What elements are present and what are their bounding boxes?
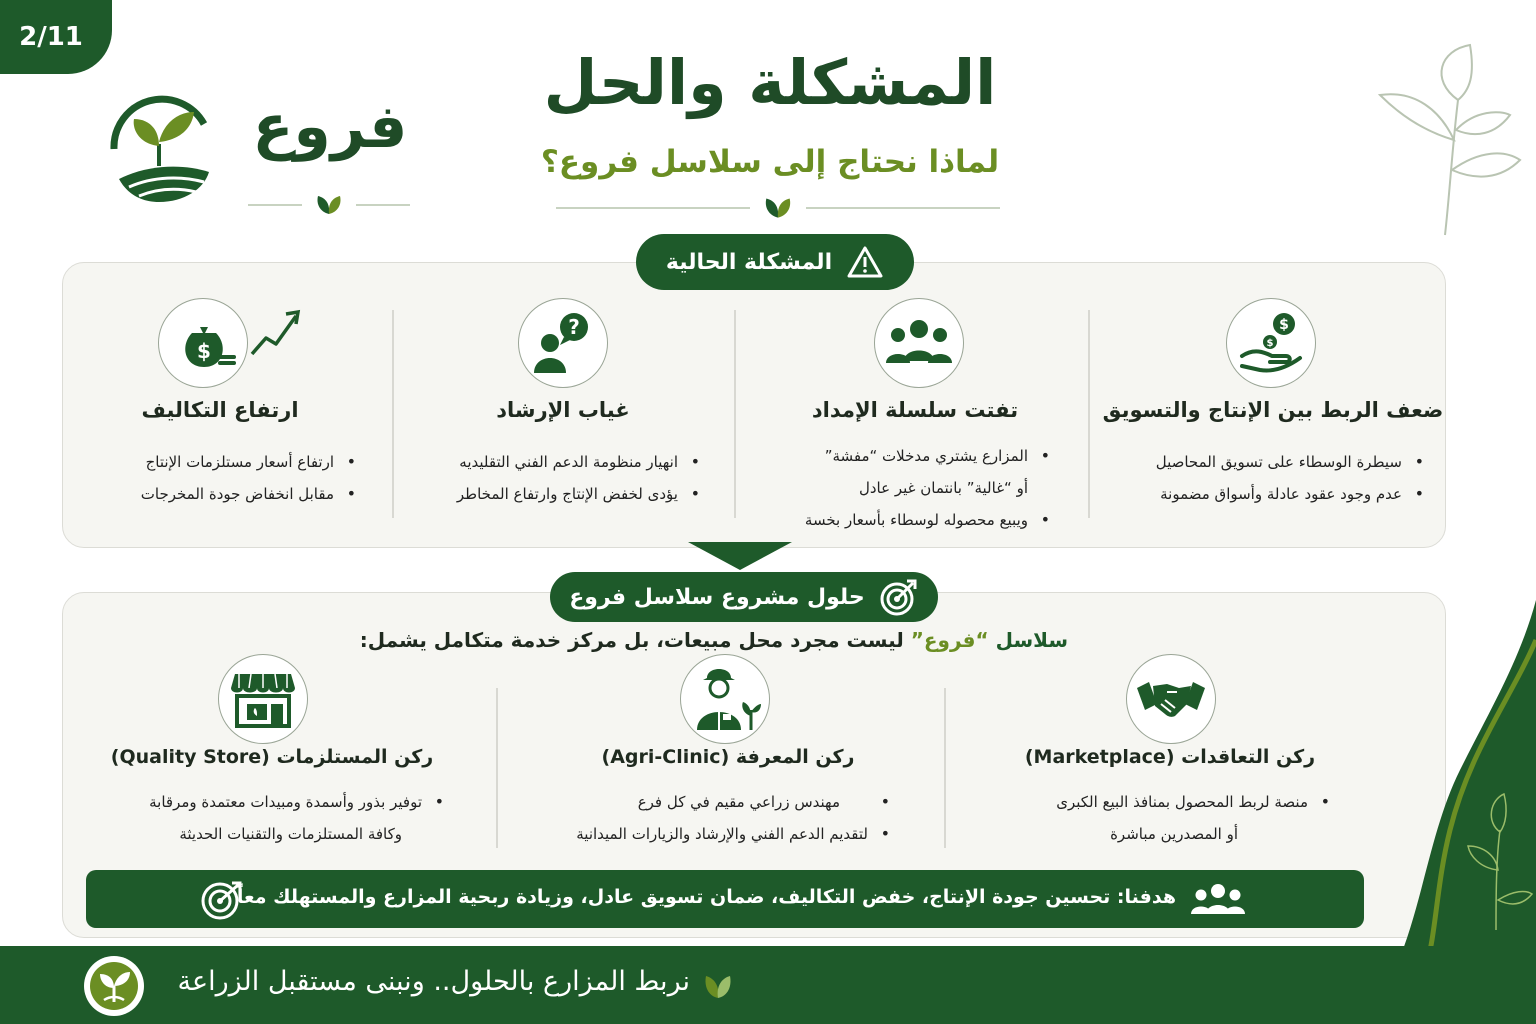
- down-arrow-icon: [688, 542, 792, 572]
- rising-arrow-icon: [250, 308, 302, 358]
- solution-card-title: ركن التعاقدات (Marketplace): [1024, 746, 1316, 768]
- solution-label-pill: [550, 572, 938, 622]
- decorative-leaves-icon: [1360, 40, 1530, 240]
- solution-card-title: ركن المستلزمات (Quality Store): [110, 746, 434, 768]
- divider: [496, 688, 498, 848]
- people-group-icon: [874, 298, 964, 388]
- divider: [392, 310, 394, 518]
- page-number: 2/11: [19, 22, 83, 52]
- problem-card-bullets: [1100, 446, 1424, 510]
- problem-label-pill: [636, 234, 914, 290]
- logo-field-sprout-icon: [94, 84, 224, 214]
- bullet: وكافة المستلزمات والتقنيات الحديثة: [179, 825, 402, 843]
- title-rule-left: [556, 207, 750, 209]
- problem-card-bullets: [760, 440, 1050, 536]
- money-bag-rising-icon: [158, 298, 248, 388]
- bullet: • ويبيع محصوله لوسطاء بأسعار بخسة: [760, 504, 1050, 536]
- problem-card-title: ضعف الربط بين الإنتاج والتسويق: [1102, 398, 1444, 422]
- divider: [734, 310, 736, 518]
- bullet: • يؤدى لخفض الإنتاج وارتفاع المخاطر: [410, 478, 700, 510]
- intro-brand: “فروع”: [910, 628, 989, 652]
- solution-card-bullets: [1000, 786, 1330, 850]
- bullet: • مهندس زراعي مقيم في كل فرع: [540, 786, 890, 818]
- problem-card-title: غياب الإرشاد: [496, 398, 630, 422]
- goal-banner: [86, 870, 1364, 928]
- svg-text:?: ?: [568, 315, 580, 339]
- leaf-icon: [760, 194, 796, 220]
- svg-text:$: $: [1279, 317, 1289, 333]
- person-question-icon: [518, 298, 608, 388]
- footer-curve: [690, 946, 1536, 1024]
- divider: [1088, 310, 1090, 518]
- solution-card-bullets: [100, 786, 444, 850]
- goal-text: هدفنا: تحسين جودة الإنتاج، خفض التكاليف، ضمان تسويق عادل، وزيادة ربحية المزارع والمستهلك معاً: [236, 886, 1176, 908]
- bullet: • منصة لربط المحصول بمنافذ البيع الكبرى: [1000, 786, 1330, 818]
- warning-icon: [846, 245, 884, 279]
- agronomist-icon: [680, 654, 770, 744]
- store-icon: [218, 654, 308, 744]
- problem-card-title: ارتفاع التكاليف: [141, 398, 299, 422]
- logo-rule-right: [356, 204, 410, 206]
- intro-rest: ليست مجرد محل مبيعات، بل مركز خدمة متكامل يشمل:: [359, 628, 904, 652]
- problem-label: المشكلة الحالية: [665, 249, 833, 275]
- bullet: • انهيار منظومة الدعم الفني التقليديه: [410, 446, 700, 478]
- footer-tagline: نربط المزارع بالحلول.. ونبنى مستقبل الزراعة: [177, 966, 690, 997]
- solution-card-bullets: [540, 786, 890, 850]
- page-number-badge: [0, 0, 112, 74]
- handshake-icon: [1126, 654, 1216, 744]
- problem-card-bullets: [410, 446, 700, 510]
- logo-wordmark: فروع: [252, 92, 408, 162]
- leaf-icon: [700, 970, 736, 1000]
- bullet: • سيطرة الوسطاء على تسويق المحاصيل: [1100, 446, 1424, 478]
- bullet: • عدم وجود عقود عادلة وأسواق مضمونة: [1100, 478, 1424, 510]
- solution-intro: [300, 628, 1068, 652]
- solution-label: حلول مشروع سلاسل فروع: [569, 584, 865, 610]
- problem-card-title: تفتت سلسلة الإمداد: [811, 398, 1019, 422]
- svg-text:$: $: [197, 339, 211, 363]
- bullet: أو المصدرين مباشرة: [1110, 825, 1238, 843]
- leaf-icon: [312, 192, 346, 216]
- intro-prefix: سلاسل: [995, 628, 1068, 652]
- page-title: المشكلة والحل: [543, 46, 997, 119]
- bullet: • لتقديم الدعم الفني والإرشاد والزيارات الميدانية: [540, 818, 890, 850]
- solution-card-title: ركن المعرفة (Agri-Clinic): [601, 746, 855, 768]
- page-subtitle: لماذا نحتاج إلى سلاسل فروع؟: [540, 144, 1000, 180]
- svg-text:$: $: [1266, 338, 1274, 349]
- bullet: • توفير بذور وأسمدة ومبيدات معتمدة ومرقابة: [100, 786, 444, 818]
- people-group-icon: [1190, 882, 1246, 916]
- title-rule-right: [806, 207, 1000, 209]
- bullet: • المزارع يشتري مدخلات “مفشة”: [760, 440, 1050, 472]
- bullet: • مقابل انخفاض جودة المخرجات: [80, 478, 356, 510]
- hand-coin-icon: [1226, 298, 1316, 388]
- plant-badge-icon: [84, 956, 144, 1016]
- problem-card-bullets: [80, 446, 356, 510]
- bullet: أو “غالية” بانتمان غير عادل: [858, 479, 1028, 497]
- divider: [944, 688, 946, 848]
- logo-rule-left: [248, 204, 302, 206]
- target-icon: [879, 577, 919, 617]
- bullet: • ارتفاع أسعار مستلزمات الإنتاج: [80, 446, 356, 478]
